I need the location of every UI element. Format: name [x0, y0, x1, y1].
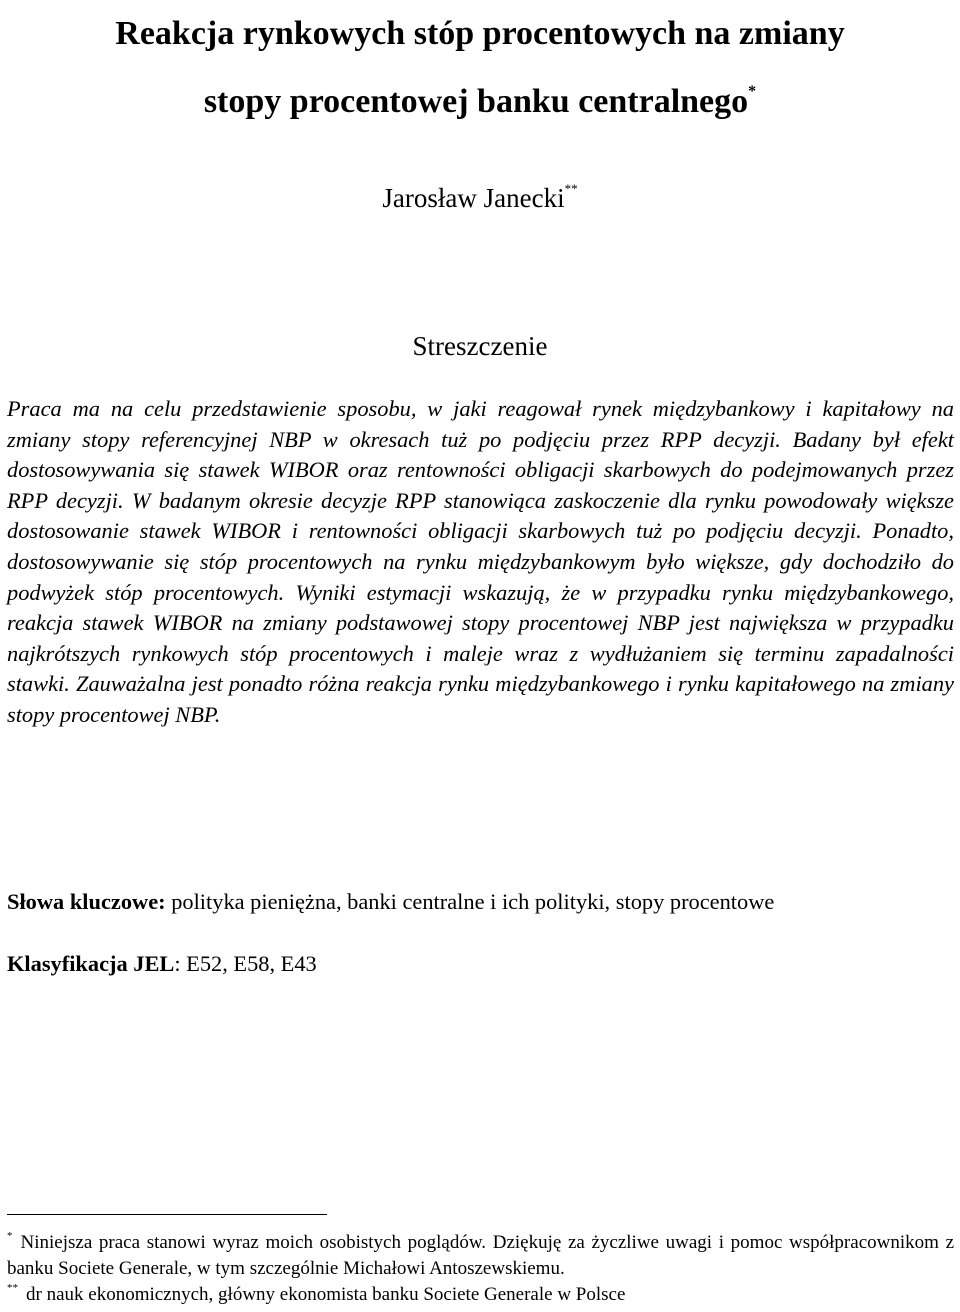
jel-line [7, 946, 954, 982]
footnote-1 [7, 1230, 954, 1282]
jel-value: : E52, E58, E43 [174, 951, 317, 976]
author-name: Jarosław Janecki [382, 183, 565, 213]
footnote-1-marker: * [7, 1230, 13, 1242]
abstract-sentence-3: Ponadto, dostosowywanie się stóp procentowych na rynku międzybankowym było większe, gdy dochodziło do podwyżek stóp procentowych. [7, 518, 954, 605]
keywords-value: polityka pieniężna, banki centralne i ich polityki, stopy procentowe [165, 889, 775, 914]
title-footnote-marker: * [748, 83, 757, 100]
author-footnote-marker: ** [564, 181, 578, 196]
footnote-2-marker: ** [7, 1282, 18, 1294]
title-line-1: Reakcja rynkowych stóp procentowych na zmiany [115, 15, 845, 52]
abstract-text [7, 394, 954, 731]
keywords-line [7, 884, 954, 920]
paper-title [0, 0, 960, 136]
footnote-2 [7, 1282, 954, 1308]
footnote-divider [7, 1214, 327, 1215]
abstract-sentence-4: Wyniki estymacji wskazują, że w przypadku rynku międzybankowego, reakcja stawek WIBOR na zmiany podstawowej stopy procentowej NBP jest największa w przypadku najkrótszych rynkowych stóp procentowych i maleje wraz z wydłużaniem się terminu zapadalności stawki. Zauważalna jest ponadto różna reakcja rynku międzybankowego i rynku kapitałowego na zmiany stopy procentowej NBP. [7, 579, 954, 727]
title-line-2-text: stopy procentowej banku centralnego [203, 83, 749, 120]
author-line [0, 178, 960, 218]
jel-label: Klasyfikacja JEL [7, 951, 175, 976]
title-line-2 [0, 68, 960, 136]
footnotes [7, 1230, 954, 1308]
keywords-label: Słowa kluczowe: [7, 889, 166, 914]
footnote-1-text: Niniejsza praca stanowi wyraz moich osobistych poglądów. Dziękuję za życzliwe uwagi i pomoc współpracownikom z banku Societe Generale, w tym szczególnie Michałowi Antoszewskiemu. [7, 1232, 954, 1279]
footnote-2-text: dr nauk ekonomicznych, główny ekonomista banku Societe Generale w Polsce [26, 1284, 626, 1305]
abstract-sentence-1: Praca ma na celu przedstawienie sposobu, w jaki reagował rynek międzybankowy i kapitałowy na zmiany stopy referencyjnej NBP w okresach tuż po podjęciu przez RPP decyzji. Badany był efekt dostosowywania się stawek WIBOR oraz rentowności obligacji skarbowych do podejmowanych przez RPP decyzji. [7, 396, 954, 513]
abstract-heading: Streszczenie [412, 331, 548, 361]
abstract-sentence-2: W badanym okresie decyzje RPP stanowiąca zaskoczenie dla rynku powodowały większe dostosowanie stawek WIBOR i rentowności obligacji skarbowych tuż po podjęciu decyzji. [7, 487, 954, 544]
